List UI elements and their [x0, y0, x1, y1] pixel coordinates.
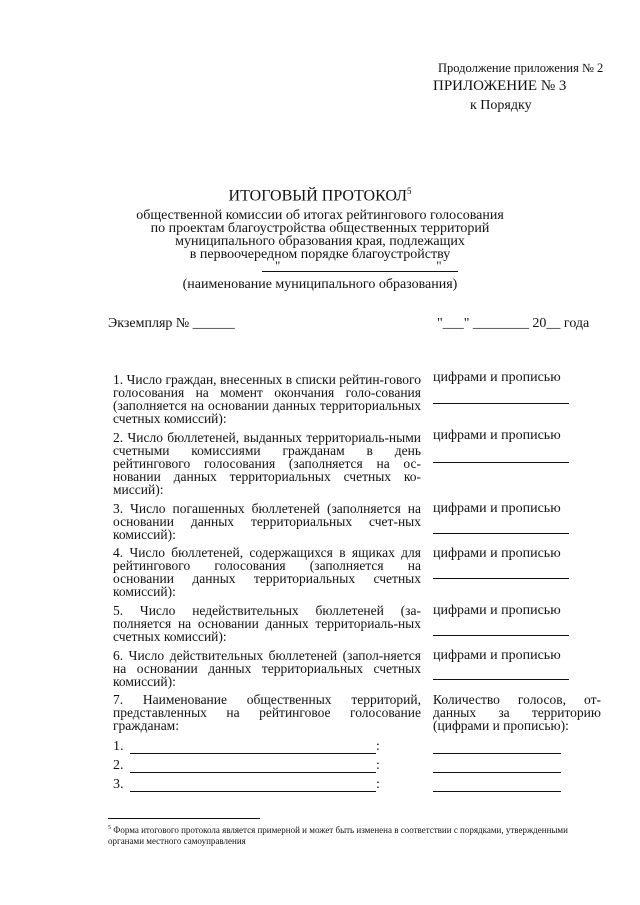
item-6-field[interactable]	[433, 678, 569, 680]
muni-name-line[interactable]	[262, 270, 458, 272]
copy-number: Экземпляр № ______	[108, 316, 235, 331]
subtitle-line-4: в первоочередном порядке благоустройству	[189, 247, 451, 262]
territory-1-name-field[interactable]	[130, 752, 376, 754]
to-order-note: к Порядку	[470, 98, 532, 113]
item-5-field[interactable]	[433, 634, 569, 636]
protocol-title-text: ИТОГОВЫЙ ПРОТОКОЛ	[228, 187, 407, 205]
item-2-hint: цифрами и прописью	[433, 428, 561, 443]
subtitle-line-3: муниципального образования края, подлежащих	[175, 234, 465, 249]
protocol-date: "___" ________ 20__ года	[437, 316, 590, 331]
muni-caption: (наименование муниципального образования)	[182, 277, 458, 292]
footnote-mark: 5	[108, 825, 111, 831]
item-7-text: 7. Наименование общественных территорий, представленных на рейтинговое голосование гражданам:	[113, 692, 421, 733]
territory-row-3-number: 3.	[113, 777, 124, 792]
territory-2-votes-field[interactable]	[433, 771, 561, 773]
muni-quotes: " "	[275, 258, 442, 273]
territory-row-1-number: 1.	[113, 739, 124, 754]
footnote	[108, 823, 588, 847]
item-4-hint: цифрами и прописью	[433, 546, 561, 561]
protocol-title	[0, 186, 640, 205]
item-6-hint: цифрами и прописью	[433, 648, 561, 663]
item-2-field[interactable]	[433, 461, 569, 463]
subtitle-line-1: общественной комиссии об итогах рейтингового голосования	[136, 208, 504, 223]
item-5-text: 5. Число недействительных бюллетеней (за-полняется на основании данных территориаль-ных счетных комиссий):	[113, 603, 421, 644]
item-4-text: 4. Число бюллетеней, содержащихся в ящиках для рейтингового голосования (заполняется на основании данных территориальных счетных комиссий):	[113, 545, 421, 599]
item-1-field[interactable]	[433, 402, 569, 404]
territory-row-3	[113, 777, 124, 793]
territory-3-votes-field[interactable]	[433, 790, 561, 792]
item-3-hint: цифрами и прописью	[433, 501, 561, 516]
appendix-title: ПРИЛОЖЕНИЕ № 3	[433, 78, 567, 94]
item-4-field[interactable]	[433, 577, 569, 579]
footnote-ref: 5	[406, 186, 412, 196]
continuation-note: Продолжение приложения № 2	[438, 61, 604, 75]
item-1-text: 1. Число граждан, внесенных в списки рейтин-гового голосования на момент окончания голо-сования (заполняется на основании данных территориальных счетных комиссий):	[113, 372, 421, 426]
territory-row-2	[113, 758, 124, 774]
territory-3-colon: :	[376, 777, 380, 792]
footnote-text: Форма итогового протокола является примерной и может быть изменена в соответствии с порядками, утвержденными органами местного самоуправления	[108, 825, 568, 846]
footnote-separator	[108, 817, 260, 819]
item-6-text: 6. Число действительных бюллетеней (запол-няется на основании данных территориальных счетных комиссий):	[113, 648, 421, 689]
subtitle-line-2: по проектам благоустройства общественных территорий	[150, 221, 490, 236]
territory-1-colon: :	[376, 739, 380, 754]
item-1-hint: цифрами и прописью	[433, 370, 561, 385]
territory-row-1	[113, 739, 124, 755]
item-5-hint: цифрами и прописью	[433, 603, 561, 618]
territory-1-votes-field[interactable]	[433, 752, 561, 754]
item-3-text: 3. Число погашенных бюллетеней (заполняется на основании данных территориальных счет-ных комиссий):	[113, 501, 421, 542]
territory-3-name-field[interactable]	[130, 790, 376, 792]
territory-2-colon: :	[376, 758, 380, 773]
item-2-text: 2. Число бюллетеней, выданных территориаль-ными счетными комиссиями гражданам в день рейтингового голосования (заполняется на ос-новании данных территориальных счетных ко-миссий):	[113, 430, 421, 497]
item-7-hint: Количество голосов, от-данных за территорию (цифрами и прописью):	[433, 692, 601, 733]
item-3-field[interactable]	[433, 532, 569, 534]
territory-2-name-field[interactable]	[130, 771, 376, 773]
territory-row-2-number: 2.	[113, 758, 124, 773]
